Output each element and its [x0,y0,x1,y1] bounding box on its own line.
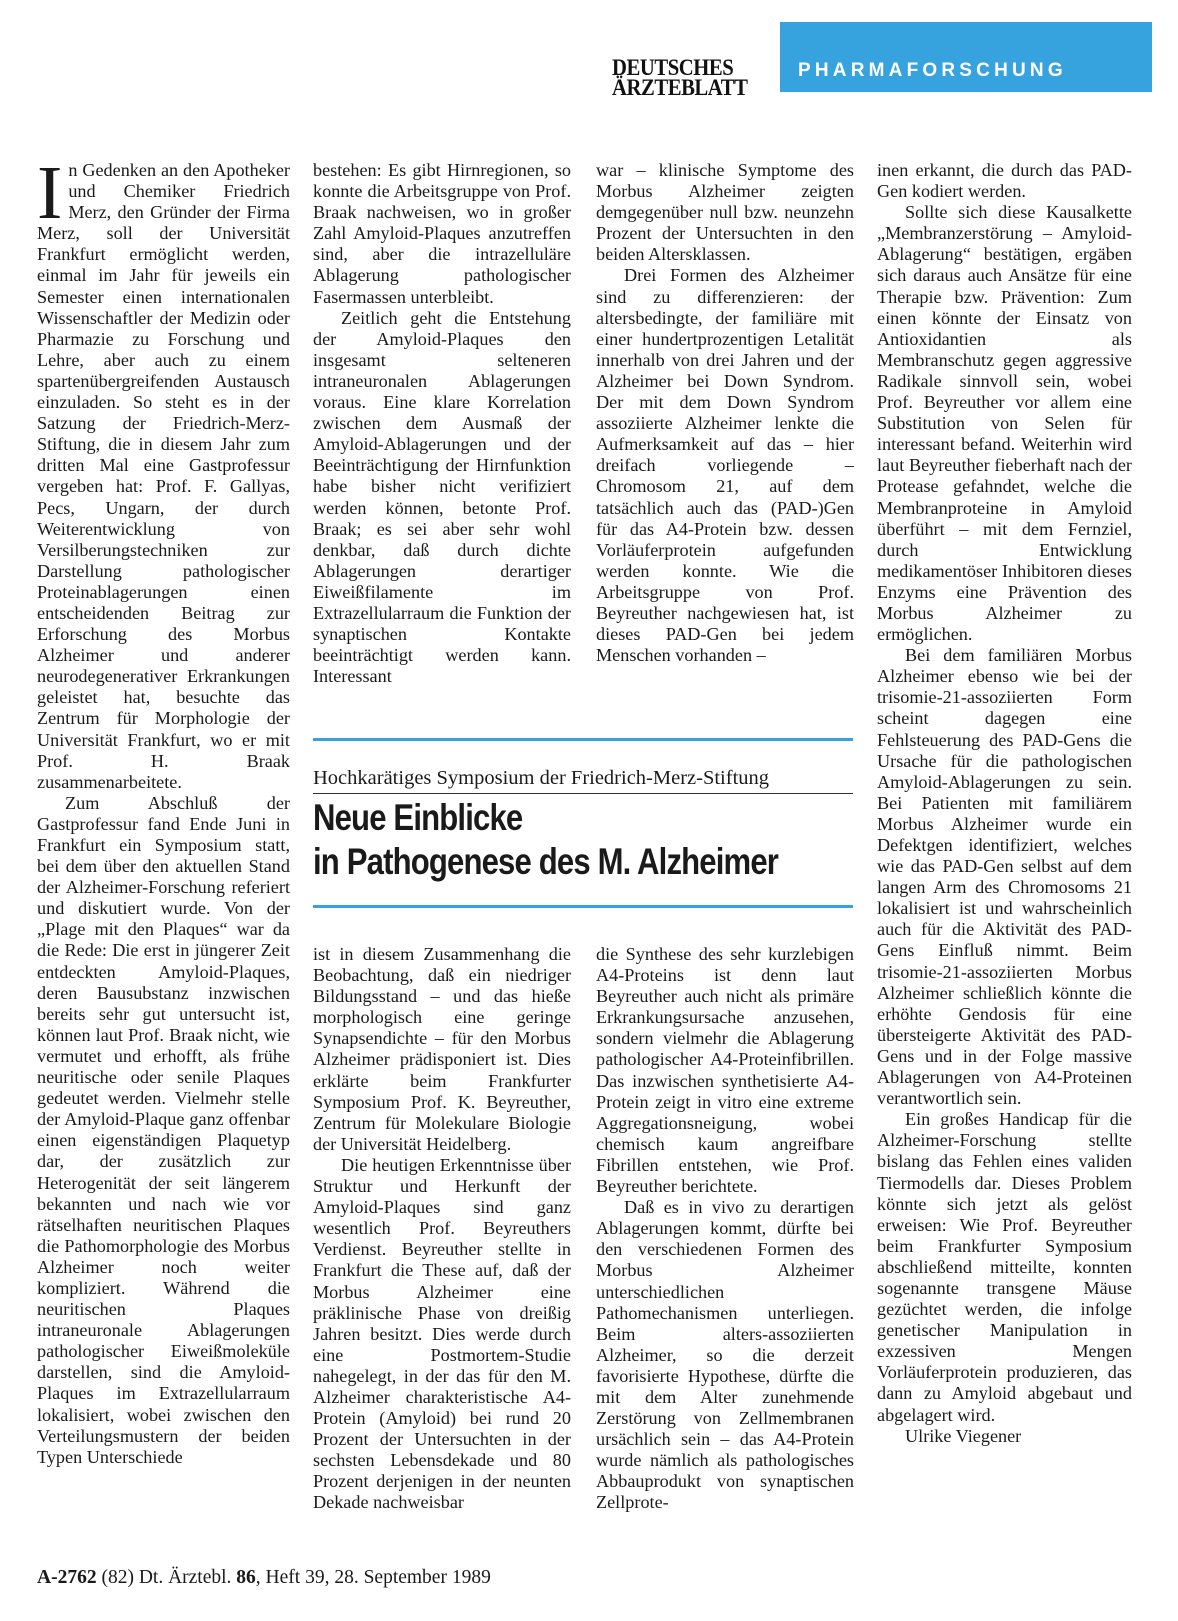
section-rubric-label: PHARMAFORSCHUNG [798,60,1067,81]
footer-citation: (82) Dt. Ärztebl. [96,1567,237,1588]
article-column-4 [877,160,1132,1447]
article-paragraph: die Synthese des sehr kurzlebigen A4-Proteins ist denn laut Beyreuther auch nicht als primäre Erkrankungsursache anzusehen, sondern vielmehr die Ablagerung pathologischer A4-Proteinfibrillen. Das inzwischen synthetisierte A4-Protein zeigt in vitro eine extreme Aggregationsneigung, wobei chemisch kaum angreifbare Fibrillen entstehen, wie Prof. Beyreuther berichtete. [596,944,854,1197]
article-paragraph: Ein großes Handicap für die Alzheimer-Forschung stellte bislang das Fehlen eines validen Tiermodells dar. Dieses Problem könnte sich jetzt als gelöst erweisen: Wie Prof. Beyreuther beim Frankfurter Symposium abschließend mitteilte, konnten sogenannte transgene Mäuse gezüchtet werden, die infolge genetischer Manipulation in exzessiven Mengen Vorläuferprotein produzieren, das dann zu Amyloid abgebaut und abgelagert wird. [877,1109,1132,1425]
headline-rule-bottom [313,905,853,908]
article-paragraph: Drei Formen des Alzheimer sind zu differenzieren: der altersbedingte, der familiäre mit einer hundertprozentigen Letalität innerhalb von drei Jahren und der Alzheimer bei Down Syndrom. Der mit dem Down Syndrom assoziierte Alzheimer lenkte die Aufmerksamkeit auf das – hier dreifach vorliegende – Chromosom 21, auf dem tatsächlich auch das (PAD-)Gen für das A4-Protein bzw. dessen Vorläuferprotein aufgefunden werden konnte. Wie die Arbeitsgruppe von Prof. Beyreuther nachgewiesen hat, ist dieses PAD-Gen bei jedem Menschen vorhanden – [596,265,854,666]
drop-cap: I [37,151,63,235]
article-paragraph: Bei dem familiären Morbus Alzheimer ebenso wie bei der trisomie-21-assoziierten Form scheint dagegen eine Fehlsteuerung des PAD-Gens die Ursache für die pathologischen Amyloid-Ablagerungen zu sein. Bei Patienten mit familiärem Morbus Alzheimer wurde ein Defektgen identifiziert, welches wie das PAD-Gen selbst auf dem langen Arm des Chromosoms 21 lokalisiert ist und wahrscheinlich auch für die Aktivität des PAD-Gens Einfluß nimmt. Beim trisomie-21-assoziierten Morbus Alzheimer schließlich könnte die erhöhte Gendosis für eine übersteigerte Aktivität des PAD-Gens und in der Folge massive Ablagerungen von A4-Proteinen verantwortlich sein. [877,645,1132,1109]
footer-volume: 86 [236,1567,256,1588]
footer-issue: , Heft 39, 28. September 1989 [255,1567,491,1588]
page-number: A-2762 [37,1567,97,1588]
article-paragraph: Sollte sich diese Kausalkette „Membranzerstörung – Amyloid-Ablagerung“ bestätigen, ergäben sich daraus auch Ansätze für eine Therapie bzw. Prävention: Zum einen könnte der Einsatz von Antioxidantien als Membranschutz gegen aggressive Radikale sinnvoll sein, wobei Prof. Beyreuther vor allem eine Substitution von Selen für interessant befand. Weiterhin wird laut Beyreuther fieberhaft nach der Protease gefahndet, welche die Membranproteine in Amyloid überführt – mit dem Fernziel, durch Entwicklung medikamentöser Inhibitoren dieses Enzyms eine Prävention des Morbus Alzheimer zu ermöglichen. [877,202,1132,645]
article-column-3-lower [596,944,854,1514]
article-headline [313,796,783,884]
article-column-2 [313,160,571,687]
article-column-2-lower [313,944,571,1514]
section-rubric [780,22,1152,92]
headline-kicker: Hochkarätiges Symposium der Friedrich-Merz-Stiftung [313,767,853,794]
journal-masthead [612,55,754,100]
headline-rule-top [313,738,853,741]
masthead-line-2: ÄRZTEBLATT [612,75,748,100]
article-paragraph: Daß es in vivo zu derartigen Ablagerungen kommt, dürfte bei den verschiedenen Formen des Morbus Alzheimer unterschiedlichen Pathomechanismen unterliegen. Beim alters-assoziierten Alzheimer, so die derzeit favorisierte Hypothese, dürfte die mit dem Alter zunehmende Zerstörung von Zellmembranen ursächlich sein – das A4-Protein wurde nämlich als pathologisches Abbauprodukt von synaptischen Zellprote- [596,1197,854,1513]
headline-line-2: in Pathogenese des M. Alzheimer [313,841,779,882]
masthead-line-1: DEUTSCHES [612,55,734,80]
article-column-3 [596,160,854,666]
article-column-1 [37,151,290,1468]
article-paragraph: ist in diesem Zusammenhang die Beobachtung, daß ein niedriger Bildungsstand – und das hieße morphologisch eine geringe Synapsendichte – für den Morbus Alzheimer prädisponiert ist. Dies erklärte beim Frankfurter Symposium Prof. K. Beyreuther, Zentrum für Molekulare Biologie der Universität Heidelberg. [313,944,571,1154]
intro-paragraph [37,151,290,793]
article-paragraph: inen erkannt, die durch das PAD-Gen kodiert werden. [877,160,1132,202]
headline-line-1: Neue Einblicke [313,797,523,838]
article-paragraph: Zeitlich geht die Entstehung der Amyloid-Plaques den insgesamt selteneren intraneuronalen Ablagerungen voraus. Eine klare Korrelation zwischen dem Ausmaß der Amyloid-Ablagerungen und der Beeinträchtigung der Hirnfunktion habe bisher nicht verifiziert werden können, betonte Prof. Braak; es sei aber sehr wohl denkbar, daß durch dichte Ablagerungen derartiger Eiweißfilamente im Extrazellularraum die Funktion der synaptischen Kontakte beeinträchtigt werden kann. Interessant [313,307,571,687]
author-name: Ulrike Viegener [905,1425,1022,1446]
article-paragraph: bestehen: Es gibt Hirnregionen, so konnte die Arbeitsgruppe von Prof. Braak nachweisen, wo in großer Zahl Amyloid-Plaques anzutreffen sind, aber die intrazelluläre Ablagerung pathologischer Fasermassen unterbleibt. [313,160,571,307]
intro-text: n Gedenken an den Apotheker und Chemiker Friedrich Merz, den Gründer der Firma Merz, soll der Universität Frankfurt ermöglicht werden, einmal im Jahr für jeweils ein Semester einen internationalen Wissenschaftler der Medizin oder Pharmazie zu Forschung und Lehre, aber auch zu einem spartenübergreifenden Austausch einzuladen. So steht es in der Satzung der Friedrich-Merz-Stiftung, die in diesem Jahr zum dritten Mal eine Gastprofessur vergeben hat: Prof. F. Gallyas, Pecs, Ungarn, der durch Weiterentwicklung von Versilberungstechniken zur Darstellung pathologischer Proteinablagerungen einen entscheidenden Beitrag zur Erforschung des Morbus Alzheimer und anderer neurodegenerativer Erkrankungen geleistet hat, besuchte das Zentrum für Morphologie der Universität Frankfurt, wo er mit Prof. H. Braak zusammenarbeitete. [37,160,290,792]
page-footer [37,1567,491,1589]
article-paragraph: Die heutigen Erkenntnisse über Struktur und Herkunft der Amyloid-Plaques sind ganz wesentlich Prof. Beyreuthers Verdienst. Beyreuther stellte in Frankfurt die These auf, daß der Morbus Alzheimer eine präklinische Phase von dreißig Jahren besitzt. Dies werde durch eine Postmortem-Studie nahegelegt, in der das für den M. Alzheimer charakteristische A4-Protein (Amyloid) bei rund 20 Prozent der Untersuchten in der sechsten Lebensdekade und 80 Prozent derjenigen in der neunten Dekade nachweisbar [313,1154,571,1513]
article-paragraph: Zum Abschluß der Gastprofessur fand Ende Juni in Frankfurt ein Symposium statt, bei dem über den aktuellen Stand der Alzheimer-Forschung referiert und diskutiert wurde. Von der „Plage mit den Plaques“ war da die Rede: Die erst in jüngerer Zeit entdeckten Amyloid-Plaques, deren Bausubstanz inzwischen bereits sehr gut untersucht ist, können laut Prof. Braak nicht, wie vermutet und erhofft, als frühe neuritische oder senile Plaques gedeutet werden. Vielmehr stelle der Amyloid-Plaque ganz offenbar einen eigenständigen Plaquetyp dar, der zusätzlich zur Heterogenität der seit längerem bekannten und nach wie vor rätselhaften neuritischen Plaques die Pathomorphologie des Morbus Alzheimer noch weiter kompliziert. Während die neuritischen Plaques intraneuronale Ablagerungen pathologischer Eiweißmoleküle darstellen, sind die Amyloid-Plaques im Extrazellularraum lokalisiert, wobei zwischen den Verteilungsmustern der beiden Typen Unterschiede [37,792,290,1467]
article-paragraph: war – klinische Symptome des Morbus Alzheimer zeigten demgegenüber null bzw. neunzehn Prozent der Untersuchten in den beiden Altersklassen. [596,160,854,265]
